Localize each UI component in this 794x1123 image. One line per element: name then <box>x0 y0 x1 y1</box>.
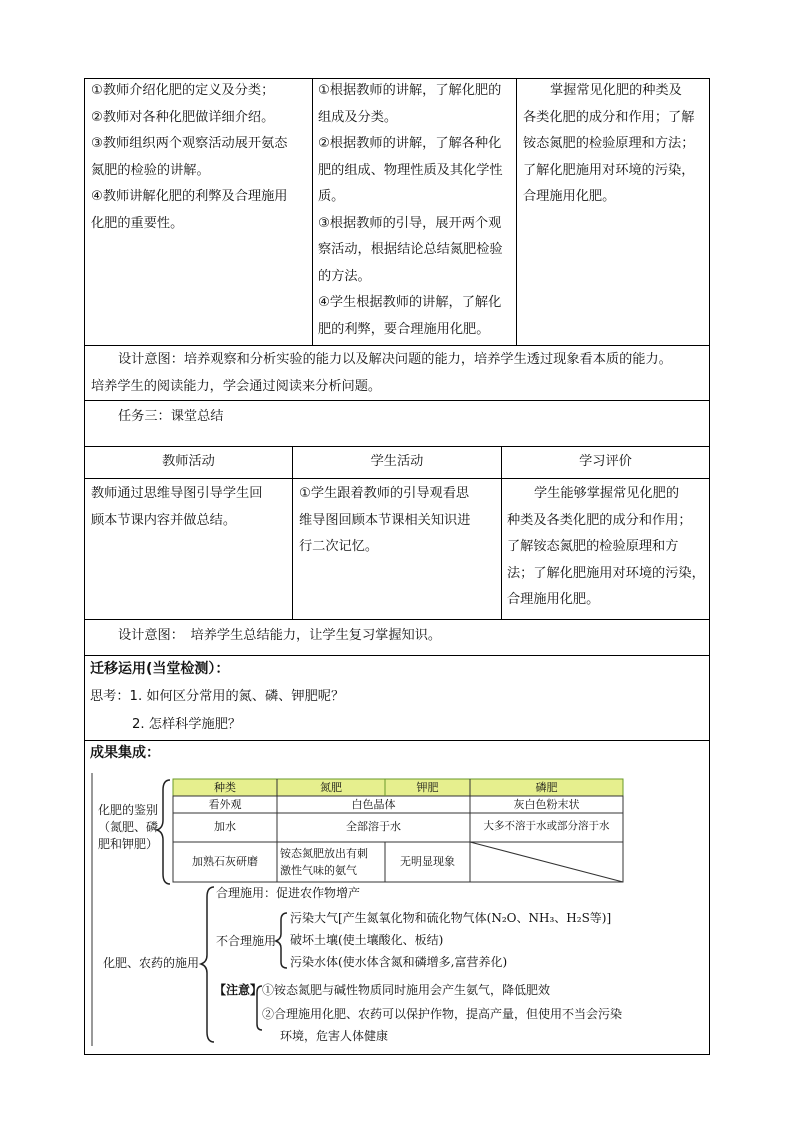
text-line: ②根据教师的讲解，了解各种化 <box>318 136 502 151</box>
text-line: 掌握常见化肥的种类及 <box>550 83 682 98</box>
usage-note-1: ①铵态氮肥与碱性物质同时施用会产生氨气，降低肥效 <box>262 983 551 997</box>
identify-row-lime: 加熟石灰研磨 <box>192 855 258 868</box>
transfer-question-1: 思考：1. 如何区分常用的氮、磷、钾肥呢？ <box>90 689 345 704</box>
text-line: 各类化肥的成分和作用；了解 <box>523 109 695 125</box>
text-line: 的方法。 <box>318 268 371 284</box>
identify-cell: 无明显现象 <box>400 855 455 868</box>
bracket-usage <box>201 887 214 1042</box>
text-line: 察活动，根据结论总结氮肥检验 <box>318 242 503 257</box>
text-line: 质。 <box>318 189 345 204</box>
text-line: 设计意图：培养观察和分析实验的能力以及解决问题的能力，培养学生透过现象看本质的能力。 <box>118 352 672 367</box>
result-title: 成果集成： <box>90 745 160 761</box>
task3-title: 任务三：课堂总结 <box>118 409 224 424</box>
cell-line: 铵态氮肥放出有刺 <box>280 847 368 860</box>
text-line: 顾本节课内容并做总结。 <box>91 512 237 528</box>
improper-item: 污染大气[产生氮氧化物和硫化物气体(N₂O、NH₃、H₂S等)] <box>290 911 612 925</box>
text-line: 合理施用化肥。 <box>523 189 616 204</box>
text-line: 合理施用化肥。 <box>507 592 600 607</box>
text-line: 氮肥的检验的讲解。 <box>91 162 210 178</box>
header-student: 学生活动 <box>370 454 424 469</box>
text-line: ①学生跟着教师的引导观看思 <box>299 486 470 501</box>
identify-row-water: 加水 <box>214 820 236 833</box>
identify-cell: 白色晶体 <box>351 798 396 811</box>
header-teacher: 教师活动 <box>162 454 215 469</box>
label-line: 化肥的鉴别 <box>97 803 158 817</box>
design-intent-2: 设计意图： 培养学生总结能力，让学生复习掌握知识。 <box>118 628 442 643</box>
text-line: ①教师介绍化肥的定义及分类； <box>91 83 275 98</box>
identify-cell <box>280 845 384 879</box>
text-line: ④教师讲解化肥的利弊及合理施用 <box>91 189 288 204</box>
identify-head-potassium: 钾肥 <box>416 781 439 794</box>
text-line: 教师通过思维导图引导学生回 <box>91 486 263 501</box>
text-line: 维导图回顾本节课相关知识进 <box>299 512 471 528</box>
improper-item: 破坏土壤(使土壤酸化、板结) <box>290 933 444 947</box>
text-line: ③根据教师的引导，展开两个观 <box>318 215 502 231</box>
text-line: 学生能够掌握常见化肥的 <box>534 486 680 501</box>
usage-note-label: 【注意】 <box>214 983 263 997</box>
identify-cell: 灰白色粉末状 <box>513 798 580 811</box>
identify-head-nitrogen: 氮肥 <box>320 781 342 794</box>
label-line: （氮肥、磷 <box>97 820 158 834</box>
identify-side-label <box>95 802 161 853</box>
text-line: ②教师对各种化肥做详细介绍。 <box>91 109 275 125</box>
improper-item: 污染水体(使水体含氮和磷增多,富营养化) <box>290 955 508 969</box>
text-line: ④学生根据教师的讲解，了解化 <box>318 295 502 310</box>
usage-note-2a: ②合理施用化肥、农药可以保护作物，提高产量，但使用不当会污染 <box>262 1007 623 1021</box>
text-line: 肥的组成、物理性质及其化学性 <box>318 162 503 178</box>
text-line: 行二次记忆。 <box>299 539 379 554</box>
transfer-title: 迁移运用(当堂检测）： <box>90 661 230 677</box>
usage-side-label: 化肥、农药的施用 <box>103 956 200 970</box>
text-line: 肥的利弊，要合理施用化肥。 <box>318 321 490 337</box>
text-line: 组成及分类。 <box>318 109 398 125</box>
cell-line: 激性气味的氨气 <box>280 864 357 877</box>
transfer-question-2: 2. 怎样科学施肥？ <box>132 717 242 732</box>
header-evaluation: 学习评价 <box>579 454 632 469</box>
text-line: 化肥的重要性。 <box>91 215 184 231</box>
text-line: 铵态氮肥的检验原理和方法； <box>523 136 695 151</box>
text-line: ③教师组织两个观察活动展开氨态 <box>91 136 288 151</box>
text-line: 培养学生的阅读能力，学会通过阅读来分析问题。 <box>91 378 382 394</box>
identify-head-phosphorus: 磷肥 <box>535 781 558 794</box>
text-line: 了解铵态氮肥的检验原理和方 <box>507 539 679 554</box>
text-line: ①根据教师的讲解，了解化肥的 <box>318 83 502 98</box>
identify-cell: 大多不溶于水或部分溶于水 <box>483 820 610 832</box>
label-line: 肥和钾肥） <box>97 837 158 851</box>
bracket-improper <box>276 913 287 968</box>
text-line: 了解化肥施用对环境的污染， <box>523 162 695 178</box>
text-line: 法；了解化肥施用对环境的污染， <box>507 565 705 581</box>
text-line: 种类及各类化肥的成分和作用； <box>507 512 692 528</box>
identify-diagonal <box>470 842 623 882</box>
identify-row-appearance: 看外观 <box>208 798 242 811</box>
usage-note-2b: 环境，危害人体健康 <box>280 1029 389 1043</box>
identify-head-type: 种类 <box>214 781 236 794</box>
identify-cell: 全部溶于水 <box>346 820 401 833</box>
usage-improper-label: 不合理施用 <box>216 934 277 948</box>
usage-proper: 合理施用：促进农作物增产 <box>216 886 361 900</box>
